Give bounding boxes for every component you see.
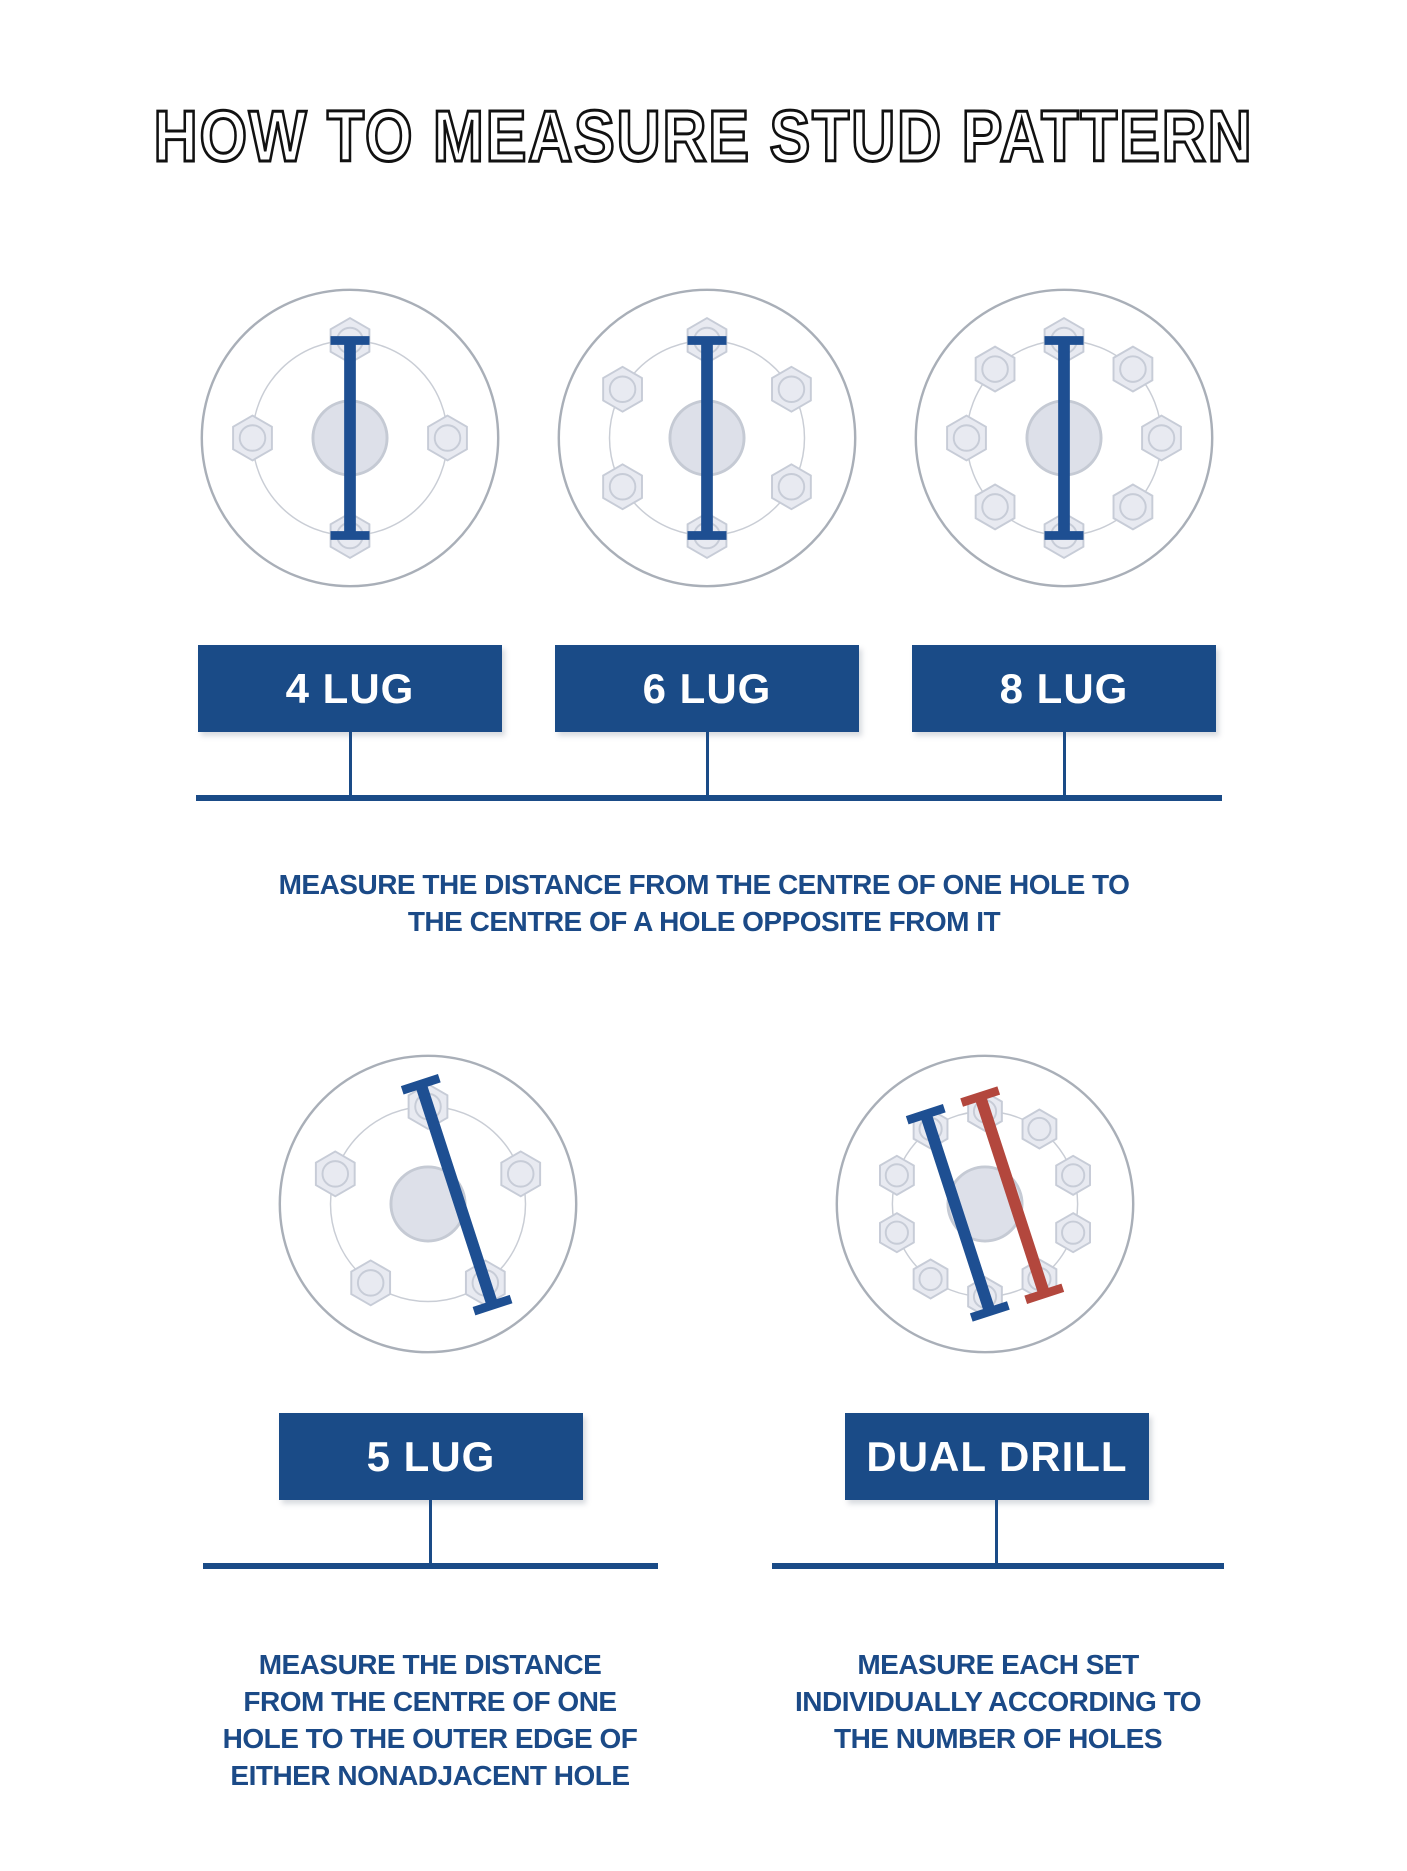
dual-drill-caption bbox=[768, 1646, 1228, 1757]
wheel-diagram-8-lug bbox=[908, 282, 1220, 594]
connector-stem-5-lug bbox=[429, 1500, 432, 1564]
caption-line: MEASURE THE DISTANCE FROM THE CENTRE OF ONE HOLE TO bbox=[278, 869, 1130, 900]
caption-line: EITHER NONADJACENT HOLE bbox=[230, 1760, 630, 1791]
label-box-dual-drill: DUAL DRILL bbox=[845, 1413, 1149, 1500]
page-title: HOW TO MEASURE STUD PATTERN bbox=[153, 97, 1254, 177]
caption-line: THE NUMBER OF HOLES bbox=[833, 1723, 1163, 1754]
top-connector-line bbox=[196, 795, 1222, 801]
connector-stem-4-lug bbox=[349, 732, 352, 796]
wheel-diagram-4-lug bbox=[194, 282, 506, 594]
caption-line: HOLE TO THE OUTER EDGE OF bbox=[222, 1723, 638, 1754]
label-box-5-lug: 5 LUG bbox=[279, 1413, 583, 1500]
wheel-diagram-6-lug bbox=[551, 282, 863, 594]
connector-stem-dual-drill bbox=[995, 1500, 998, 1564]
label-box-4-lug: 4 LUG bbox=[198, 645, 502, 732]
label-box-6-lug: 6 LUG bbox=[555, 645, 859, 732]
wheel-diagram-dual-drill bbox=[829, 1048, 1141, 1360]
caption-line: INDIVIDUALLY ACCORDING TO bbox=[795, 1686, 1201, 1717]
label-box-8-lug: 8 LUG bbox=[912, 645, 1216, 732]
connector-stem-6-lug bbox=[706, 732, 709, 796]
caption-line: THE CENTRE OF A HOLE OPPOSITE FROM IT bbox=[407, 906, 1001, 937]
caption-line: MEASURE EACH SET bbox=[857, 1649, 1139, 1680]
five-lug-connector-line bbox=[203, 1563, 658, 1569]
caption-line: MEASURE THE DISTANCE bbox=[258, 1649, 602, 1680]
connector-stem-8-lug bbox=[1063, 732, 1066, 796]
top-caption bbox=[154, 866, 1254, 940]
caption-line: FROM THE CENTRE OF ONE bbox=[243, 1686, 617, 1717]
five-lug-caption bbox=[200, 1646, 660, 1794]
dual-drill-connector-line bbox=[772, 1563, 1224, 1569]
wheel-diagram-5-lug bbox=[272, 1048, 584, 1360]
